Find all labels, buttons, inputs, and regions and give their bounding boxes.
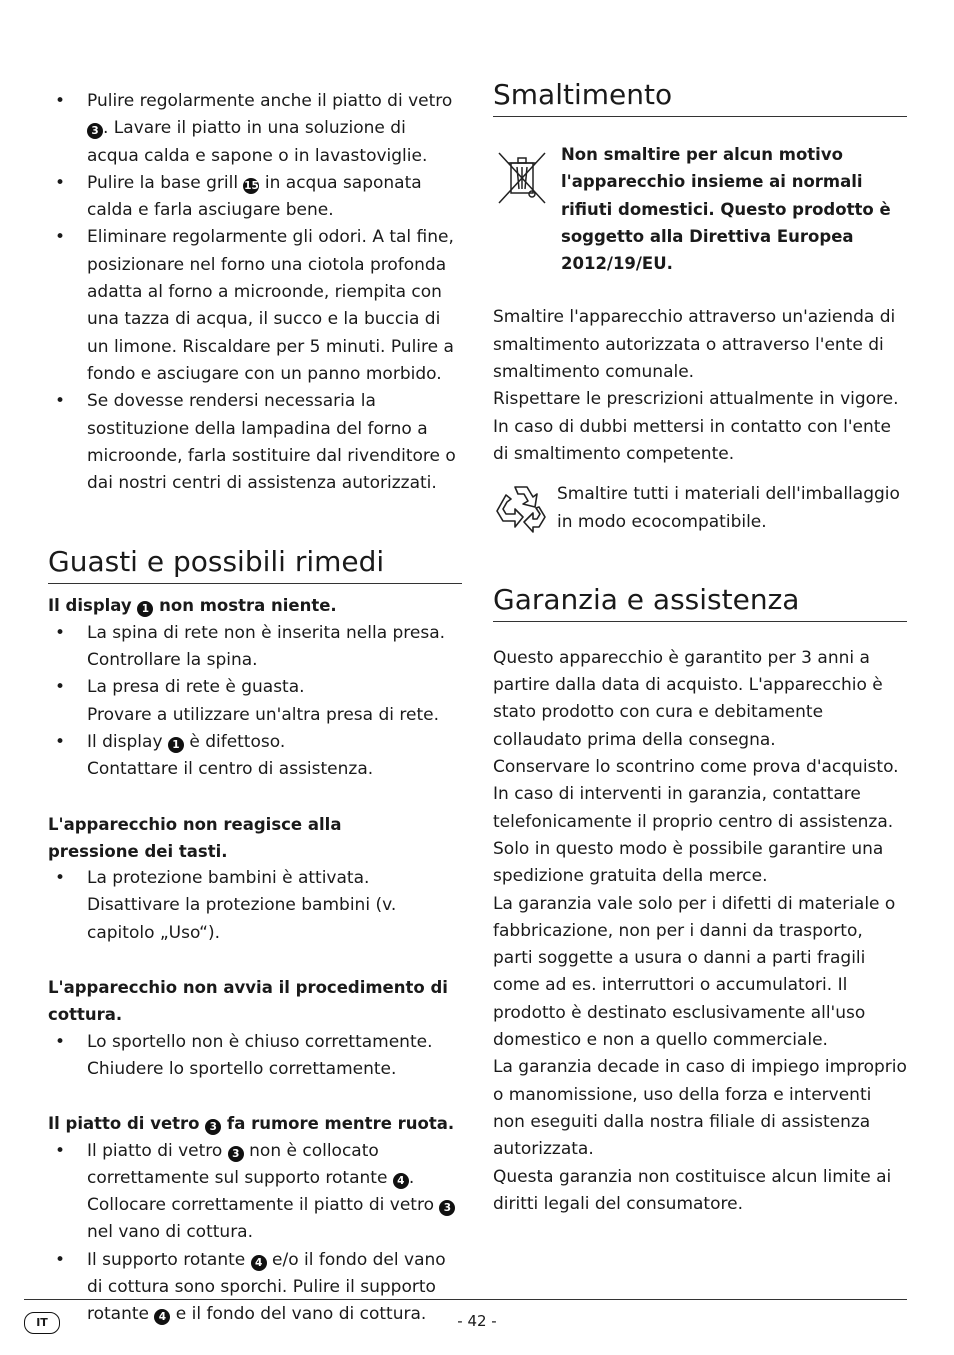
weee-notice — [493, 141, 907, 277]
language-badge: IT — [24, 1312, 60, 1334]
warranty-paragraph: La garanzia vale solo per i difetti di materiale o fabbricazione, non per i danni da trasporto, parti soggette a usura o danni a parti fragili come ad es. interruttori o accumulatori. Il prodotto è destinato esclusivamente all'uso domestico e non a quello commerciale. — [493, 893, 896, 1051]
page-number: - 42 - — [457, 1312, 497, 1330]
glass-plate-number-badge: 3 — [205, 1119, 221, 1135]
list-item: • Pulire regolarmente anche il piatto di vetro 3 . Lavare il piatto in una soluzione di acqua calda e sapone o in lavastoviglie. — [48, 88, 462, 170]
grill-base-number-badge: 15 — [244, 179, 259, 192]
warranty-paragraph: La garanzia decade in caso di impiego improprio o manomissione, uso della forza e interventi non eseguiti dalla nostra filiale di assistenza autorizzata. — [493, 1057, 907, 1160]
display-number-badge: 1 — [137, 601, 153, 617]
problem-cooking-title: L'apparecchio non avvia il procedimento di cottura. — [48, 978, 448, 1025]
list-item: • La spina di rete non è inserita nella presa. Controllare la spina. — [48, 620, 462, 675]
list-item: • La protezione bambini è attivata. Disattivare la protezione bambini (v. capitolo „Uso“). — [48, 865, 462, 947]
troubleshooting-heading: Guasti e possibili rimedi — [48, 545, 462, 584]
disposal-paragraph: Rispettare le prescrizioni attualmente in vigore. — [493, 389, 899, 410]
glass-plate-number-badge: 3 — [87, 123, 103, 139]
glass-plate-number-badge: 3 — [228, 1146, 244, 1162]
turntable-number-badge: 4 — [251, 1255, 267, 1271]
problem-buttons-title: L'apparecchio non reagisce alla pressione dei tasti. — [48, 814, 342, 861]
list-item: • Il display 1 è difettoso. Contattare il centro di assistenza. — [48, 729, 462, 784]
recycle-icon — [493, 481, 549, 535]
problem-cooking-list — [48, 1029, 462, 1084]
list-item: • La presa di rete è guasta. Provare a utilizzare un'altra presa di rete. — [48, 674, 462, 729]
disposal-paragraph: In caso di dubbi mettersi in contatto con l'ente di smaltimento competente. — [493, 416, 891, 464]
right-column — [493, 78, 907, 1218]
problem-noise-title: Il piatto di vetro 3 fa rumore mentre ruota. — [48, 1114, 455, 1134]
list-item: • Se dovesse rendersi necessaria la sostituzione della lampadina del forno a microonde, farla sostituire dal rivenditore o dai nostri centri di assistenza autorizzati. — [48, 388, 462, 497]
list-item: • Il piatto di vetro 3 non è collocato correttamente sul supporto rotante 4 . Collocare correttamente il piatto di vetro 3 nel vano di cottura. — [48, 1138, 462, 1247]
problem-display-list — [48, 620, 462, 784]
list-item: • Eliminare regolarmente gli odori. A tal fine, posizionare nel forno una ciotola profonda adatta al forno a microonde, riempita con una tazza di acqua, il succo e la buccia di un limone. Riscaldare per 5 minuti. Pulire a fondo e asciugare con un panno morbido. — [48, 224, 462, 388]
list-item: • Lo sportello non è chiuso correttamente. Chiudere lo sportello correttamente. — [48, 1029, 462, 1084]
cleaning-list — [48, 88, 462, 497]
warranty-paragraph: Questo apparecchio è garantito per 3 anni a partire dalla data di acquisto. L'apparecchio è stato prodotto con cura e debitamente collaudato prima della consegna. — [493, 647, 883, 750]
disposal-heading: Smaltimento — [493, 78, 907, 117]
warranty-paragraph: Questa garanzia non costituisce alcun limite ai diritti legali del consumatore. — [493, 1166, 892, 1214]
display-number-badge: 1 — [168, 737, 184, 753]
list-item: • Pulire la base grill 15 in acqua saponata calda e farla asciugare bene. — [48, 170, 462, 225]
weee-text: Non smaltire per alcun motivo l'apparecchio insieme ai normali rifiuti domestici. Questo prodotto è soggetto alla Direttiva Europea 2012/19/EU. — [561, 145, 891, 274]
turntable-number-badge: 4 — [154, 1309, 170, 1325]
crossed-bin-icon — [493, 147, 553, 229]
warranty-paragraph: Conservare lo scontrino come prova d'acquisto. In caso di interventi in garanzia, contattare telefonicamente il proprio centro di assistenza. Solo in questo modo è possibile garantire una spedizione gratuita della merce. — [493, 757, 899, 887]
recycle-text: Smaltire tutti i materiali dell'imballaggio in modo ecocompatibile. — [557, 484, 900, 532]
disposal-paragraph: Smaltire l'apparecchio attraverso un'azienda di smaltimento autorizzata o attraverso l'ente di smaltimento comunale. — [493, 307, 896, 383]
problem-buttons-list — [48, 865, 462, 947]
warranty-heading: Garanzia e assistenza — [493, 583, 907, 622]
list-item: • Il supporto rotante 4 e/o il fondo del vano di cottura sono sporchi. Pulire il supporto rotante 4 e il fondo del vano di cottura. — [48, 1247, 462, 1329]
footer-divider — [24, 1299, 907, 1300]
glass-plate-number-badge: 3 — [439, 1200, 455, 1216]
turntable-number-badge: 4 — [393, 1173, 409, 1189]
problem-display-title: Il display 1 non mostra niente. — [48, 596, 337, 616]
left-column — [48, 88, 462, 1329]
recycle-notice — [493, 481, 907, 536]
